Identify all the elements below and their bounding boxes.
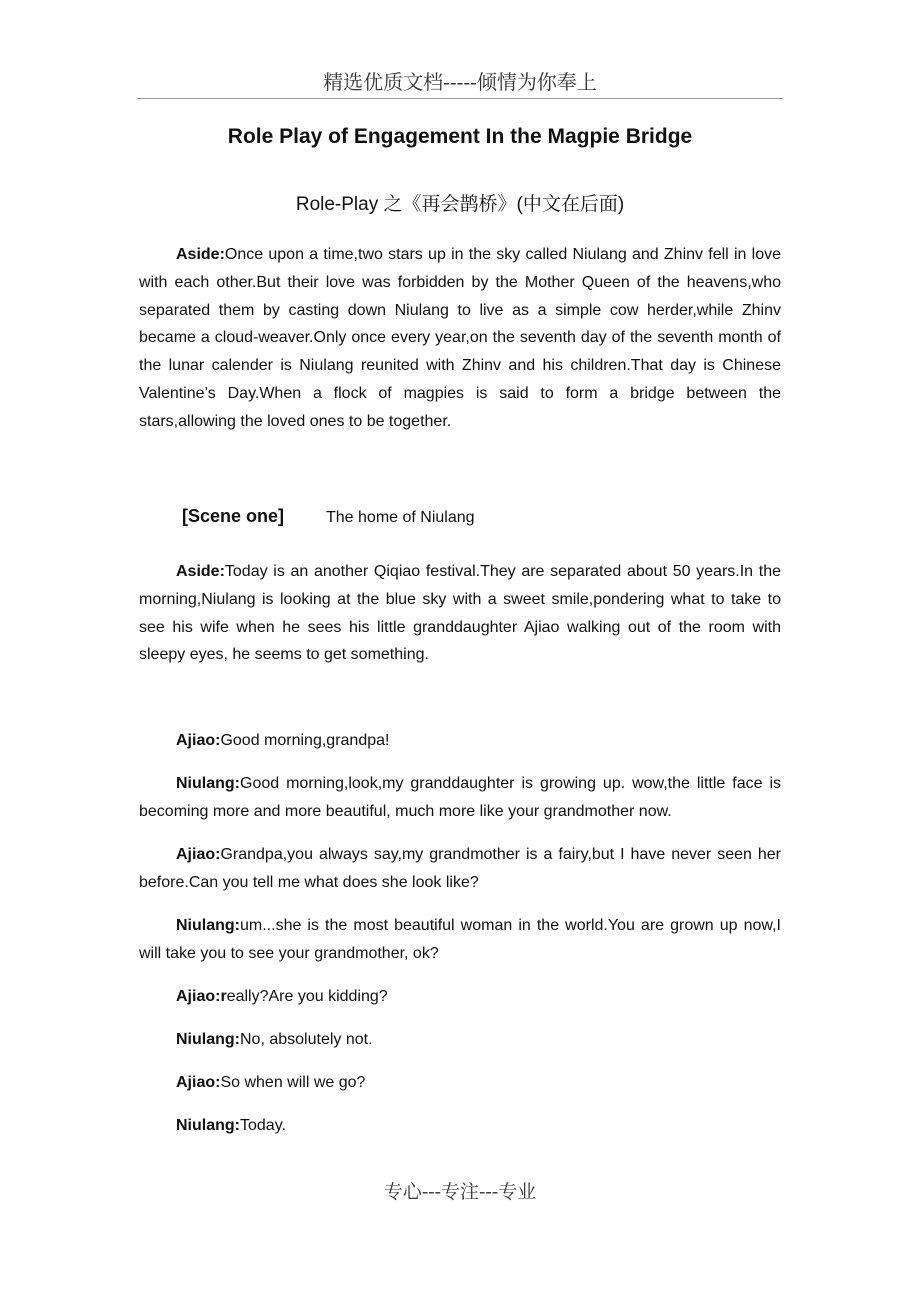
- scene-heading: [182, 506, 475, 527]
- dialogue-line: [139, 841, 781, 897]
- paragraph-text: Once upon a time,two stars up in the sky called Niulang and Zhinv fell in love with each other.But their love was forbidden by the Mother Queen of the heavens,who separated them by casting down Niulang to live as a simple cow herder,while Zhinv became a cloud-weaver.Only once every year,on the seventh day of the seventh month of the lunar calender is Niulang reunited with Zhinv and his children.That day is Chinese Valentine’s Day.When a flock of magpies is said to form a bridge between the stars,allowing the loved ones to be together.: [139, 246, 781, 430]
- intro-paragraph: [139, 241, 781, 436]
- header-divider: [137, 98, 783, 99]
- speaker-label: Ajiao:: [176, 1074, 221, 1091]
- scene-aside-paragraph: [139, 558, 781, 669]
- paragraph-text: Today is an another Qiqiao festival.They are separated about 50 years.In the morning,Niulang is looking at the blue sky with a sweet smile,pondering what to take to see his wife when he sees his little granddaughter Ajiao walking out of the room with sleepy eyes, he seems to get something.: [139, 563, 781, 664]
- dialogue-line: [139, 1069, 781, 1097]
- document-subtitle: Role-Play 之《再会鹊桥》(中文在后面): [295, 194, 625, 215]
- page-header: 精选优质文档-----倾情为你奉上: [323, 70, 597, 94]
- speaker-label: Aside:: [176, 246, 225, 263]
- speaker-label: Niulang:: [176, 1031, 240, 1048]
- dialogue-line: [139, 912, 781, 968]
- document-title: Role Play of Engagement In the Magpie Bridge: [227, 125, 693, 148]
- dialogue-text: No, absolutely not.: [240, 1031, 373, 1048]
- dialogue-line: [139, 1026, 781, 1054]
- dialogue-text: um...she is the most beautiful woman in the world.You are grown up now,I will take you to see your grandmother, ok?: [139, 917, 781, 962]
- speaker-label: Niulang:: [176, 917, 240, 934]
- speaker-label: Niulang:: [176, 775, 240, 792]
- dialogue-line: [139, 1112, 781, 1140]
- dialogue-text: eally?Are you kidding?: [226, 988, 388, 1005]
- scene-label: [Scene one]: [182, 506, 285, 526]
- dialogue-text: Good morning,look,my granddaughter is growing up. wow,the little face is becoming more and more beautiful, much more like your grandmother now.: [139, 775, 781, 820]
- page-footer: 专心---专注---专业: [383, 1181, 537, 1203]
- dialogue-text: Grandpa,you always say,my grandmother is a fairy,but I have never seen her before.Can you tell me what does she look like?: [139, 846, 781, 891]
- dialogue-text: Today.: [240, 1117, 286, 1134]
- speaker-label: Niulang:: [176, 1117, 240, 1134]
- scene-location: The home of Niulang: [326, 509, 475, 526]
- speaker-label: Ajiao:r: [176, 988, 227, 1005]
- speaker-label: Ajiao:: [176, 846, 221, 863]
- speaker-label: Aside:: [176, 563, 225, 580]
- dialogue-line: [139, 983, 781, 1011]
- dialogue-line: [139, 727, 781, 755]
- speaker-label: Ajiao:: [176, 732, 221, 749]
- dialogue-text: So when will we go?: [220, 1074, 366, 1091]
- dialogue-text: Good morning,grandpa!: [220, 732, 390, 749]
- dialogue-line: [139, 770, 781, 826]
